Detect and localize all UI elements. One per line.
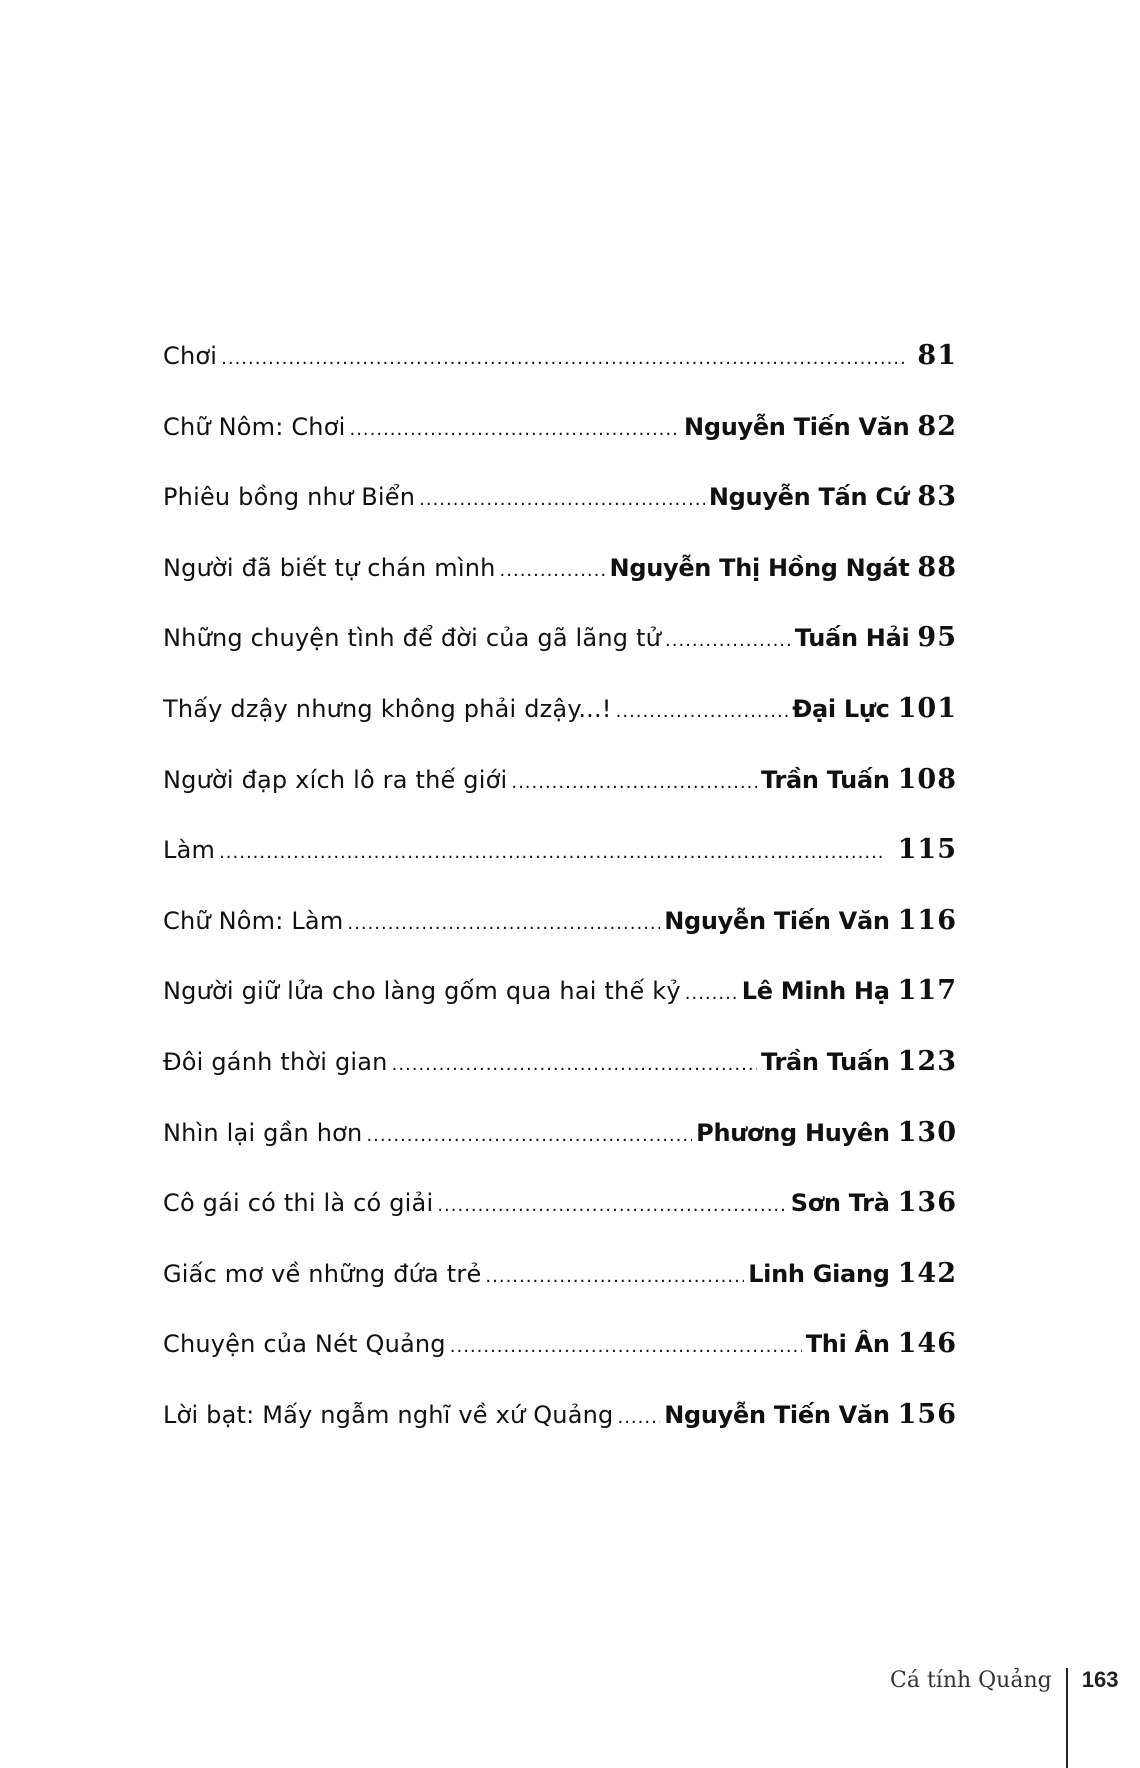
toc-entry-title: Người đã biết tự chán mình — [163, 553, 496, 582]
dot-leader — [450, 1336, 802, 1357]
toc-entry-title: Phiêu bồng như Biển — [163, 483, 416, 512]
toc-entry-title: Đôi gánh thời gian — [163, 1047, 388, 1076]
toc-entry-title: Làm — [163, 836, 216, 865]
toc-entry[interactable] — [163, 693, 957, 764]
table-of-contents — [163, 340, 957, 1470]
toc-entry-title: Người đạp xích lô ra thế giới — [163, 765, 508, 794]
toc-entry-author: Thi Ân — [805, 1330, 890, 1359]
dot-leader — [366, 1125, 692, 1146]
toc-entry-author: Trần Tuấn — [761, 765, 890, 794]
toc-entry-page: 136 — [897, 1187, 957, 1219]
toc-entry[interactable] — [163, 834, 957, 905]
toc-entry-author: Trần Tuấn — [761, 1047, 890, 1076]
toc-entry-title: Giấc mơ về những đứa trẻ — [163, 1259, 482, 1288]
dot-leader — [685, 983, 738, 1004]
toc-entry[interactable] — [163, 905, 957, 976]
toc-entry-author: Phương Huyên — [696, 1118, 890, 1147]
toc-entry[interactable] — [163, 764, 957, 835]
toc-entry-page: 88 — [917, 551, 957, 583]
toc-entry-title: Nhìn lại gần hơn — [163, 1118, 363, 1147]
dot-leader — [347, 913, 660, 934]
dot-leader — [617, 1407, 660, 1428]
toc-entry-author: Nguyễn Thị Hồng Ngát — [609, 553, 910, 582]
toc-entry[interactable] — [163, 975, 957, 1046]
toc-entry-page: 108 — [897, 763, 957, 795]
toc-entry[interactable] — [163, 552, 957, 623]
toc-entry-author: Tuấn Hải — [794, 624, 910, 653]
toc-entry-page: 156 — [897, 1398, 957, 1430]
toc-entry-author: Sơn Trà — [790, 1189, 890, 1218]
toc-entry-title: Người giữ lửa cho làng gốm qua hai thế kỷ — [163, 977, 681, 1006]
toc-entry-page: 123 — [897, 1045, 957, 1077]
dot-leader — [500, 560, 606, 581]
toc-entry-page: 101 — [897, 692, 957, 724]
running-title: Cá tính Quảng — [890, 1667, 1052, 1693]
dot-leader — [392, 1054, 757, 1075]
toc-entry-author: Linh Giang — [748, 1259, 890, 1288]
page-number: 163 — [1081, 1667, 1119, 1692]
page-footer — [890, 1630, 1118, 1730]
toc-entry[interactable] — [163, 1046, 957, 1117]
toc-entry[interactable] — [163, 411, 957, 482]
toc-entry-page: 81 — [917, 340, 957, 371]
toc-entry-author: Lê Minh Hạ — [741, 977, 890, 1006]
toc-entry-page: 117 — [897, 975, 957, 1007]
toc-entry-title: Chuyện của Nét Quảng — [163, 1330, 446, 1359]
dot-leader — [616, 701, 789, 722]
toc-entry-page: 130 — [897, 1116, 957, 1148]
toc-entry-page: 146 — [897, 1328, 957, 1360]
toc-entry-page: 95 — [917, 622, 957, 654]
toc-entry-author: Nguyễn Tiến Văn — [684, 412, 910, 441]
toc-entry-author: Nguyễn Tiến Văn — [664, 906, 890, 935]
toc-entry[interactable] — [163, 1399, 957, 1470]
dot-leader — [221, 348, 905, 369]
toc-entry-page: 142 — [897, 1257, 957, 1289]
toc-entry-author: Nguyễn Tấn Cứ — [708, 483, 910, 512]
footer-divider — [1066, 1668, 1068, 1768]
dot-leader — [219, 842, 886, 863]
toc-entry-title: Chữ Nôm: Chơi — [163, 412, 346, 441]
toc-entry-page: 82 — [917, 410, 957, 442]
dot-leader — [419, 489, 705, 510]
toc-entry-page: 115 — [897, 834, 957, 866]
toc-entry-author: Đại Lực — [792, 694, 890, 723]
toc-entry-title: Cô gái có thi là có giải — [163, 1189, 434, 1218]
toc-entry-title: Những chuyện tình để đời của gã lãng tử — [163, 624, 662, 653]
toc-entry[interactable] — [163, 1328, 957, 1399]
toc-entry[interactable] — [163, 1258, 957, 1329]
dot-leader — [485, 1266, 744, 1287]
toc-entry[interactable] — [163, 1187, 957, 1258]
toc-entry-author: Nguyễn Tiến Văn — [664, 1400, 890, 1429]
dot-leader — [665, 630, 791, 651]
toc-entry-title: Thấy dzậy nhưng không phải dzậy...! — [163, 694, 612, 723]
toc-entry[interactable] — [163, 340, 957, 411]
dot-leader — [349, 419, 680, 440]
dot-leader — [437, 1195, 786, 1216]
dot-leader — [511, 772, 757, 793]
toc-entry[interactable] — [163, 622, 957, 693]
toc-entry-page: 116 — [897, 904, 957, 936]
toc-entry[interactable] — [163, 481, 957, 552]
toc-entry[interactable] — [163, 1117, 957, 1188]
toc-entry-page: 83 — [917, 481, 957, 513]
toc-entry-title: Chữ Nôm: Làm — [163, 906, 344, 935]
toc-entry-title: Chơi — [163, 342, 218, 370]
toc-entry-title: Lời bạt: Mấy ngẫm nghĩ về xứ Quảng — [163, 1400, 614, 1429]
